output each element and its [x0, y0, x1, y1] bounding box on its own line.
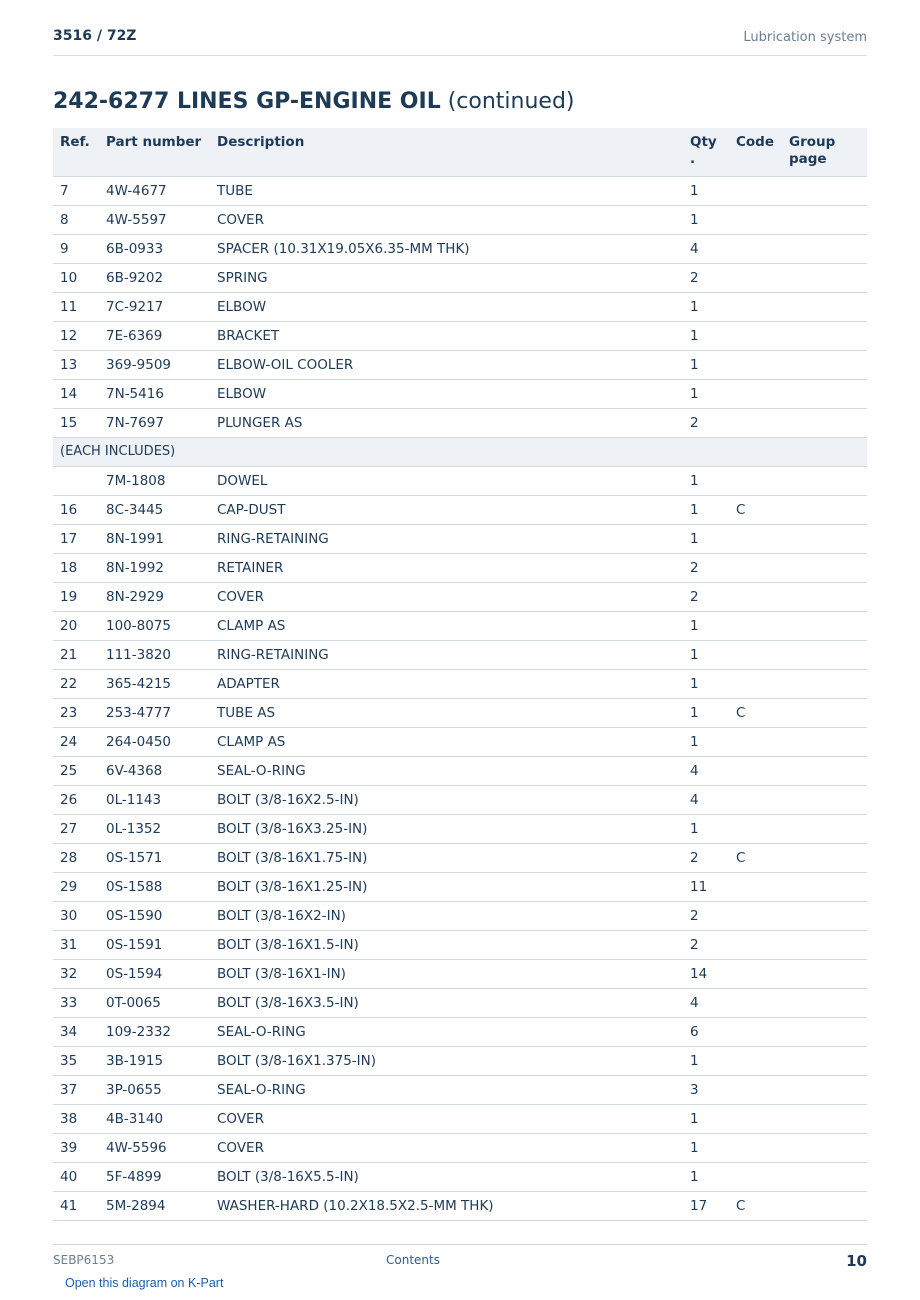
cell-part-number: 7E-6369 — [99, 322, 210, 351]
cell-ref — [53, 467, 99, 496]
cell-ref: 29 — [53, 873, 99, 902]
cell-ref: 37 — [53, 1076, 99, 1105]
table-row — [53, 989, 867, 1018]
cell-description: BOLT (3/8-16X5.5-IN) — [210, 1163, 683, 1192]
cell-code: C — [729, 1192, 782, 1221]
cell-group-page — [782, 467, 867, 496]
cell-group-page — [782, 641, 867, 670]
cell-description: ELBOW — [210, 380, 683, 409]
table-row — [53, 1134, 867, 1163]
contents-link[interactable]: Contents — [386, 1253, 440, 1267]
page-number: 10 — [846, 1252, 867, 1270]
cell-ref: 27 — [53, 815, 99, 844]
cell-qty: 1 — [683, 699, 729, 728]
table-row — [53, 525, 867, 554]
table-group-row — [53, 438, 867, 467]
cell-group-page — [782, 960, 867, 989]
cell-ref: 20 — [53, 612, 99, 641]
cell-code — [729, 1134, 782, 1163]
table-row — [53, 496, 867, 525]
cell-description: BOLT (3/8-16X1.25-IN) — [210, 873, 683, 902]
table-row — [53, 380, 867, 409]
cell-description: SEAL-O-RING — [210, 1018, 683, 1047]
cell-qty: 1 — [683, 728, 729, 757]
cell-description: BOLT (3/8-16X3.5-IN) — [210, 989, 683, 1018]
cell-ref: 31 — [53, 931, 99, 960]
table-row — [53, 1105, 867, 1134]
cell-code — [729, 322, 782, 351]
header-ref: Ref. — [53, 128, 99, 177]
cell-ref: 10 — [53, 264, 99, 293]
cell-description: COVER — [210, 583, 683, 612]
cell-qty: 1 — [683, 1047, 729, 1076]
cell-part-number: 100-8075 — [99, 612, 210, 641]
cell-code — [729, 670, 782, 699]
cell-part-number: 0T-0065 — [99, 989, 210, 1018]
cell-ref: 41 — [53, 1192, 99, 1221]
cell-description: CAP-DUST — [210, 496, 683, 525]
table-row — [53, 844, 867, 873]
cell-ref: 7 — [53, 177, 99, 206]
cell-group-page — [782, 699, 867, 728]
title-main: 242-6277 LINES GP-ENGINE OIL — [53, 89, 441, 114]
cell-description: BRACKET — [210, 322, 683, 351]
cell-ref: 16 — [53, 496, 99, 525]
cell-description: CLAMP AS — [210, 612, 683, 641]
cell-qty: 1 — [683, 322, 729, 351]
cell-code — [729, 786, 782, 815]
cell-code — [729, 1076, 782, 1105]
cell-part-number: 111-3820 — [99, 641, 210, 670]
cell-code — [729, 728, 782, 757]
cell-part-number: 5M-2894 — [99, 1192, 210, 1221]
cell-description: BOLT (3/8-16X1-IN) — [210, 960, 683, 989]
cell-code — [729, 1047, 782, 1076]
cell-qty: 17 — [683, 1192, 729, 1221]
cell-group-page — [782, 612, 867, 641]
cell-description: BOLT (3/8-16X3.25-IN) — [210, 815, 683, 844]
cell-code — [729, 177, 782, 206]
document-id: SEBP6153 — [53, 1253, 115, 1267]
cell-part-number: 365-4215 — [99, 670, 210, 699]
cell-group-page — [782, 873, 867, 902]
table-row — [53, 351, 867, 380]
title-suffix: (continued) — [447, 89, 575, 114]
cell-code — [729, 902, 782, 931]
table-row — [53, 641, 867, 670]
table-row — [53, 670, 867, 699]
cell-part-number: 0S-1571 — [99, 844, 210, 873]
cell-description: BOLT (3/8-16X2-IN) — [210, 902, 683, 931]
table-row — [53, 902, 867, 931]
table-row — [53, 1076, 867, 1105]
model-label: 3516 / 72Z — [53, 28, 137, 44]
cell-code — [729, 554, 782, 583]
cell-ref: 26 — [53, 786, 99, 815]
cell-part-number: 4W-4677 — [99, 177, 210, 206]
table-row — [53, 322, 867, 351]
table-row — [53, 757, 867, 786]
cell-group-page — [782, 844, 867, 873]
cell-description: RING-RETAINING — [210, 525, 683, 554]
cell-code — [729, 873, 782, 902]
cell-ref: 23 — [53, 699, 99, 728]
cell-group-page — [782, 1134, 867, 1163]
footer-divider — [53, 1244, 867, 1245]
table-row — [53, 467, 867, 496]
cell-group-page — [782, 1076, 867, 1105]
table-row — [53, 931, 867, 960]
cell-part-number: 0S-1591 — [99, 931, 210, 960]
cell-ref: 8 — [53, 206, 99, 235]
cell-part-number: 6B-0933 — [99, 235, 210, 264]
cell-part-number: 3P-0655 — [99, 1076, 210, 1105]
cell-part-number: 6V-4368 — [99, 757, 210, 786]
cell-description: ADAPTER — [210, 670, 683, 699]
table-row — [53, 1047, 867, 1076]
cell-group-page — [782, 380, 867, 409]
cell-ref: 21 — [53, 641, 99, 670]
cell-qty: 1 — [683, 467, 729, 496]
cell-part-number: 0L-1143 — [99, 786, 210, 815]
cell-group-page — [782, 1047, 867, 1076]
header-group-page: Group page — [782, 128, 867, 177]
cell-part-number: 0S-1594 — [99, 960, 210, 989]
cell-description: WASHER-HARD (10.2X18.5X2.5-MM THK) — [210, 1192, 683, 1221]
table-row — [53, 1192, 867, 1221]
cell-description: TUBE — [210, 177, 683, 206]
cell-code — [729, 612, 782, 641]
cell-group-page — [782, 322, 867, 351]
cell-part-number: 4W-5596 — [99, 1134, 210, 1163]
cell-description: ELBOW — [210, 293, 683, 322]
table-row — [53, 612, 867, 641]
cell-ref: 19 — [53, 583, 99, 612]
cell-qty: 2 — [683, 844, 729, 873]
table-row — [53, 1018, 867, 1047]
cell-group-page — [782, 264, 867, 293]
cell-group-page — [782, 786, 867, 815]
cell-group-page — [782, 1018, 867, 1047]
cell-ref: 13 — [53, 351, 99, 380]
cell-qty: 1 — [683, 206, 729, 235]
cell-description: SPACER (10.31X19.05X6.35-MM THK) — [210, 235, 683, 264]
table-row — [53, 815, 867, 844]
cell-part-number: 4B-3140 — [99, 1105, 210, 1134]
cell-qty: 4 — [683, 786, 729, 815]
cell-qty: 4 — [683, 235, 729, 264]
cell-qty: 2 — [683, 409, 729, 438]
table-row — [53, 960, 867, 989]
table-row — [53, 583, 867, 612]
cell-code — [729, 293, 782, 322]
cell-ref: 25 — [53, 757, 99, 786]
cell-group-page — [782, 931, 867, 960]
cell-code — [729, 960, 782, 989]
cell-ref: 33 — [53, 989, 99, 1018]
cell-qty: 2 — [683, 931, 729, 960]
table-row — [53, 873, 867, 902]
cell-group-page — [782, 815, 867, 844]
cell-qty: 1 — [683, 351, 729, 380]
table-row — [53, 1163, 867, 1192]
cell-part-number: 0L-1352 — [99, 815, 210, 844]
cell-group-page — [782, 1105, 867, 1134]
cell-description: COVER — [210, 1105, 683, 1134]
header-code: Code — [729, 128, 782, 177]
cell-code — [729, 583, 782, 612]
table-row — [53, 786, 867, 815]
cell-description: BOLT (3/8-16X1.375-IN) — [210, 1047, 683, 1076]
cell-part-number: 8N-1991 — [99, 525, 210, 554]
cell-description: PLUNGER AS — [210, 409, 683, 438]
cell-group-page — [782, 235, 867, 264]
cell-description: SPRING — [210, 264, 683, 293]
cell-ref: 15 — [53, 409, 99, 438]
cell-ref: 18 — [53, 554, 99, 583]
cell-part-number: 3B-1915 — [99, 1047, 210, 1076]
cell-qty: 1 — [683, 293, 729, 322]
cell-ref: 30 — [53, 902, 99, 931]
cell-ref: 11 — [53, 293, 99, 322]
cell-ref: 12 — [53, 322, 99, 351]
cell-code — [729, 931, 782, 960]
cell-description: RETAINER — [210, 554, 683, 583]
cell-part-number: 5F-4899 — [99, 1163, 210, 1192]
cell-part-number: 264-0450 — [99, 728, 210, 757]
cell-code — [729, 641, 782, 670]
cell-code — [729, 409, 782, 438]
cell-description: TUBE AS — [210, 699, 683, 728]
cell-qty: 3 — [683, 1076, 729, 1105]
cell-ref: 34 — [53, 1018, 99, 1047]
cell-qty: 1 — [683, 496, 729, 525]
cell-code — [729, 989, 782, 1018]
cell-qty: 2 — [683, 554, 729, 583]
table-row — [53, 409, 867, 438]
cell-description: SEAL-O-RING — [210, 1076, 683, 1105]
parts-table-body — [53, 177, 867, 1221]
cell-part-number: 109-2332 — [99, 1018, 210, 1047]
cell-code — [729, 1018, 782, 1047]
cell-part-number: 8N-1992 — [99, 554, 210, 583]
cell-group-page — [782, 902, 867, 931]
cell-code: C — [729, 496, 782, 525]
cell-qty: 1 — [683, 612, 729, 641]
cell-qty: 2 — [683, 264, 729, 293]
cell-qty: 6 — [683, 1018, 729, 1047]
parts-table — [53, 128, 867, 1221]
cell-ref: 35 — [53, 1047, 99, 1076]
cell-group-page — [782, 757, 867, 786]
cell-code — [729, 757, 782, 786]
cell-part-number: 369-9509 — [99, 351, 210, 380]
cell-code — [729, 206, 782, 235]
group-label: (EACH INCLUDES) — [53, 438, 867, 467]
cell-description: SEAL-O-RING — [210, 757, 683, 786]
cell-ref: 22 — [53, 670, 99, 699]
cell-ref: 38 — [53, 1105, 99, 1134]
cell-qty: 11 — [683, 873, 729, 902]
cell-part-number: 4W-5597 — [99, 206, 210, 235]
cell-group-page — [782, 177, 867, 206]
cell-group-page — [782, 525, 867, 554]
cell-description: CLAMP AS — [210, 728, 683, 757]
cell-part-number: 7M-1808 — [99, 467, 210, 496]
cell-part-number: 6B-9202 — [99, 264, 210, 293]
cell-qty: 1 — [683, 1134, 729, 1163]
cell-qty: 1 — [683, 1163, 729, 1192]
cell-description: ELBOW-OIL COOLER — [210, 351, 683, 380]
cell-ref: 14 — [53, 380, 99, 409]
cell-qty: 2 — [683, 902, 729, 931]
cell-ref: 39 — [53, 1134, 99, 1163]
cell-code — [729, 235, 782, 264]
cell-part-number: 0S-1590 — [99, 902, 210, 931]
cell-ref: 32 — [53, 960, 99, 989]
cell-description: BOLT (3/8-16X1.5-IN) — [210, 931, 683, 960]
page-title — [53, 89, 575, 114]
cell-code — [729, 351, 782, 380]
section-name: Lubrication system — [743, 30, 867, 45]
cell-part-number: 8N-2929 — [99, 583, 210, 612]
cell-code — [729, 525, 782, 554]
cell-qty: 1 — [683, 525, 729, 554]
cell-part-number: 7C-9217 — [99, 293, 210, 322]
cell-qty: 14 — [683, 960, 729, 989]
header-description: Description — [210, 128, 683, 177]
cell-part-number: 8C-3445 — [99, 496, 210, 525]
cell-description: COVER — [210, 1134, 683, 1163]
cell-ref: 24 — [53, 728, 99, 757]
cell-code — [729, 467, 782, 496]
cell-description: BOLT (3/8-16X1.75-IN) — [210, 844, 683, 873]
cell-qty: 1 — [683, 177, 729, 206]
cell-qty: 1 — [683, 380, 729, 409]
table-row — [53, 206, 867, 235]
cell-ref: 28 — [53, 844, 99, 873]
cell-group-page — [782, 728, 867, 757]
cell-qty: 4 — [683, 989, 729, 1018]
cell-group-page — [782, 1163, 867, 1192]
cell-qty: 1 — [683, 815, 729, 844]
cell-description: COVER — [210, 206, 683, 235]
cell-code — [729, 815, 782, 844]
cell-qty: 2 — [683, 583, 729, 612]
cell-description: BOLT (3/8-16X2.5-IN) — [210, 786, 683, 815]
cell-description: DOWEL — [210, 467, 683, 496]
table-header-row — [53, 128, 867, 177]
cell-description: RING-RETAINING — [210, 641, 683, 670]
cell-part-number: 0S-1588 — [99, 873, 210, 902]
cell-part-number: 253-4777 — [99, 699, 210, 728]
table-row — [53, 699, 867, 728]
cell-group-page — [782, 206, 867, 235]
cell-code — [729, 264, 782, 293]
cell-code: C — [729, 699, 782, 728]
cell-part-number: 7N-5416 — [99, 380, 210, 409]
cell-qty: 1 — [683, 1105, 729, 1134]
header-qty: Qty . — [683, 128, 729, 177]
cell-group-page — [782, 1192, 867, 1221]
cell-group-page — [782, 554, 867, 583]
cell-group-page — [782, 351, 867, 380]
table-row — [53, 728, 867, 757]
table-row — [53, 293, 867, 322]
table-row — [53, 235, 867, 264]
header-part-number: Part number — [99, 128, 210, 177]
cell-ref: 9 — [53, 235, 99, 264]
page-header — [53, 28, 867, 56]
table-row — [53, 177, 867, 206]
cell-qty: 4 — [683, 757, 729, 786]
table-row — [53, 264, 867, 293]
cell-group-page — [782, 293, 867, 322]
cell-group-page — [782, 583, 867, 612]
cell-code — [729, 1163, 782, 1192]
kpart-diagram-link[interactable]: Open this diagram on K-Part — [65, 1276, 224, 1290]
cell-qty: 1 — [683, 670, 729, 699]
table-row — [53, 554, 867, 583]
cell-group-page — [782, 989, 867, 1018]
cell-qty: 1 — [683, 641, 729, 670]
cell-part-number: 7N-7697 — [99, 409, 210, 438]
cell-group-page — [782, 409, 867, 438]
cell-group-page — [782, 496, 867, 525]
cell-code: C — [729, 844, 782, 873]
cell-ref: 17 — [53, 525, 99, 554]
cell-code — [729, 1105, 782, 1134]
cell-code — [729, 380, 782, 409]
cell-group-page — [782, 670, 867, 699]
cell-ref: 40 — [53, 1163, 99, 1192]
